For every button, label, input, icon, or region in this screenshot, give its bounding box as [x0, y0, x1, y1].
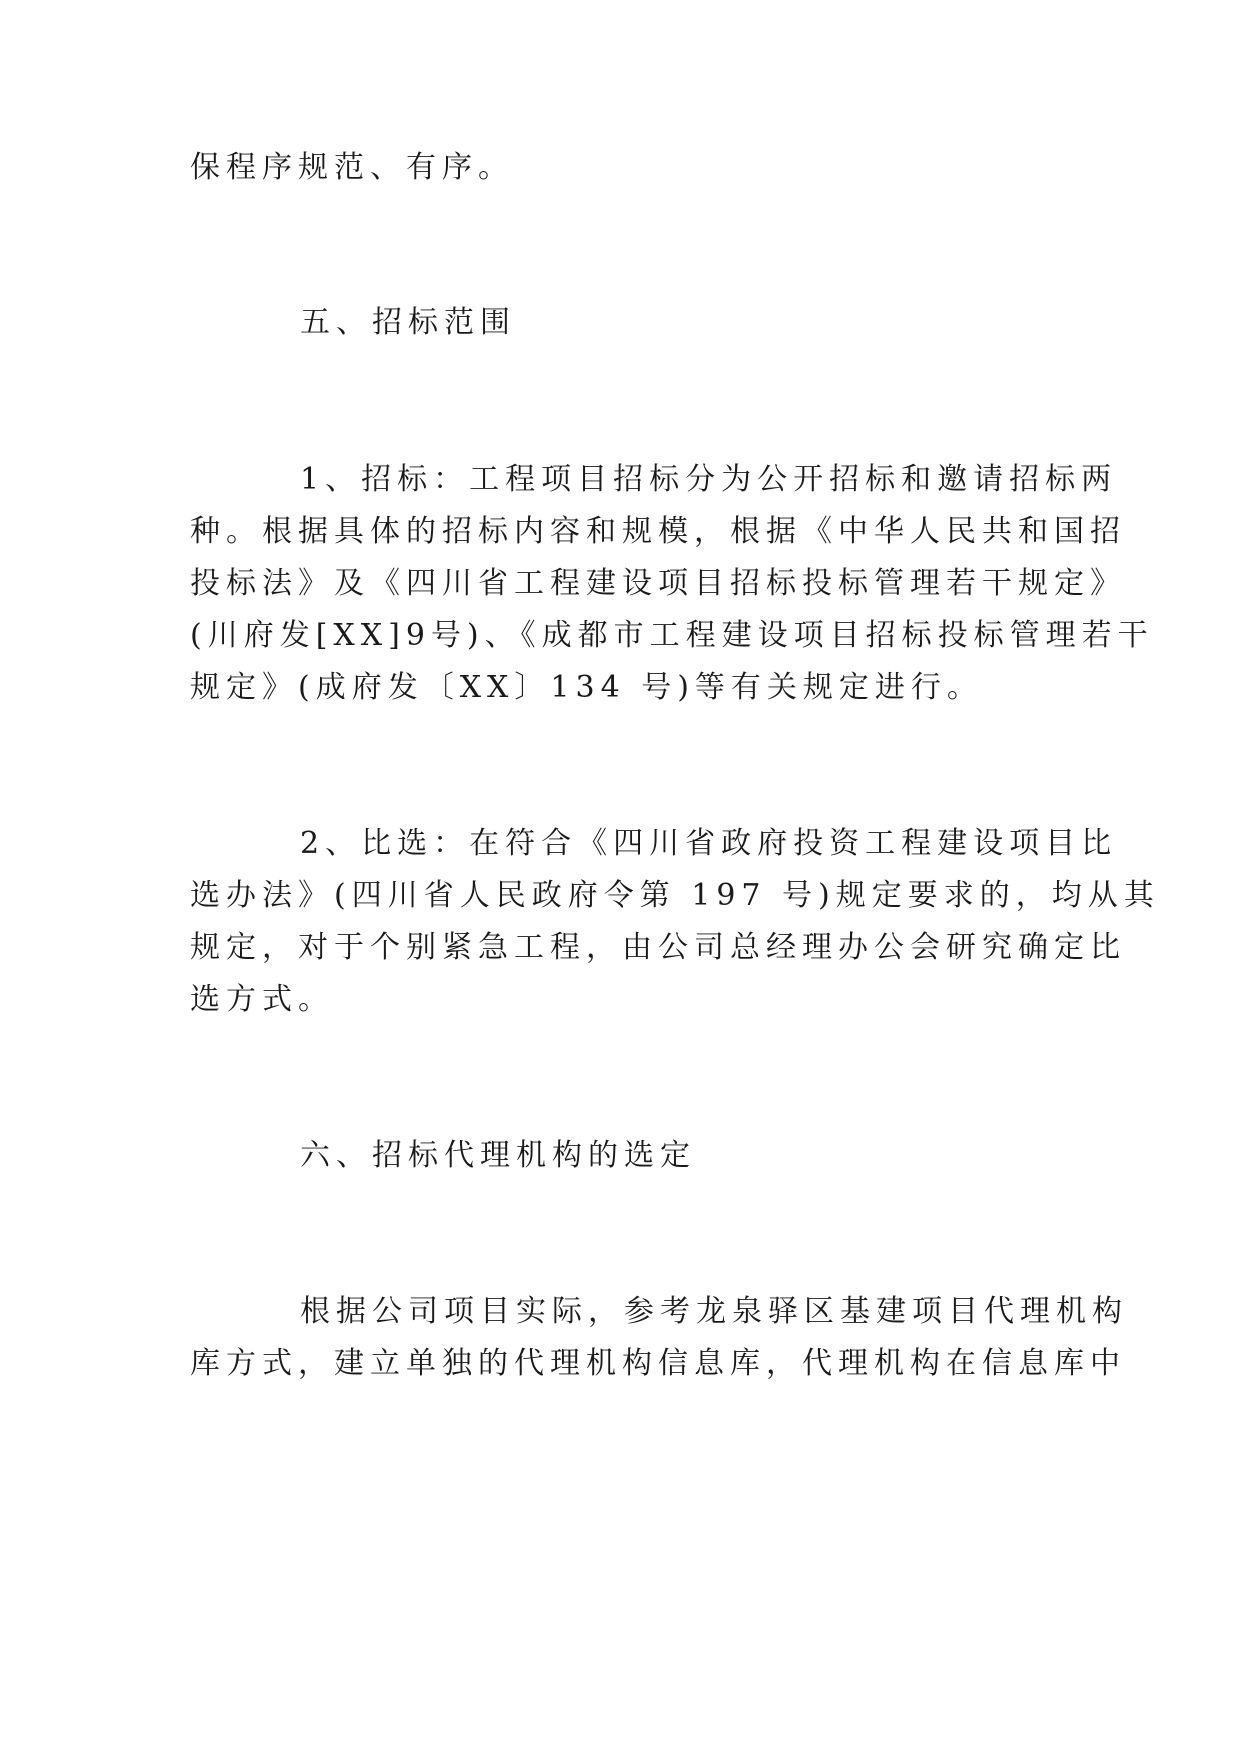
paragraph-line: 规定，对于个别紧急工程，由公司总经理办公会研究确定比: [190, 930, 1126, 965]
paragraph-line: 选方式。: [190, 982, 334, 1017]
paragraph-line: 根据公司项目实际，参考龙泉驿区基建项目代理机构: [300, 1294, 1128, 1329]
paragraph-line: 种。根据具体的招标内容和规模，根据《中华人民共和国招: [190, 514, 1126, 549]
section-heading-6: 六、招标代理机构的选定: [300, 1138, 696, 1173]
paragraph-line: 2、比选：在符合《四川省政府投资工程建设项目比: [300, 826, 1118, 861]
paragraph-line: 1、招标：工程项目招标分为公开招标和邀请招标两: [300, 462, 1118, 497]
paragraph-continuation: 保程序规范、有序。: [190, 150, 514, 185]
paragraph-line: 规定》(成府发〔XX〕134 号)等有关规定进行。: [190, 670, 983, 705]
paragraph-line: (川府发[XX]9号)、《成都市工程建设项目招标投标管理若干: [190, 618, 1154, 653]
paragraph-line: 选办法》(四川省人民政府令第 197 号)规定要求的，均从其: [190, 878, 1160, 913]
section-heading-5: 五、招标范围: [300, 305, 516, 340]
paragraph-line: 库方式，建立单独的代理机构信息库，代理机构在信息库中: [190, 1346, 1126, 1381]
paragraph-line: 投标法》及《四川省工程建设项目招标投标管理若干规定》: [190, 566, 1126, 601]
